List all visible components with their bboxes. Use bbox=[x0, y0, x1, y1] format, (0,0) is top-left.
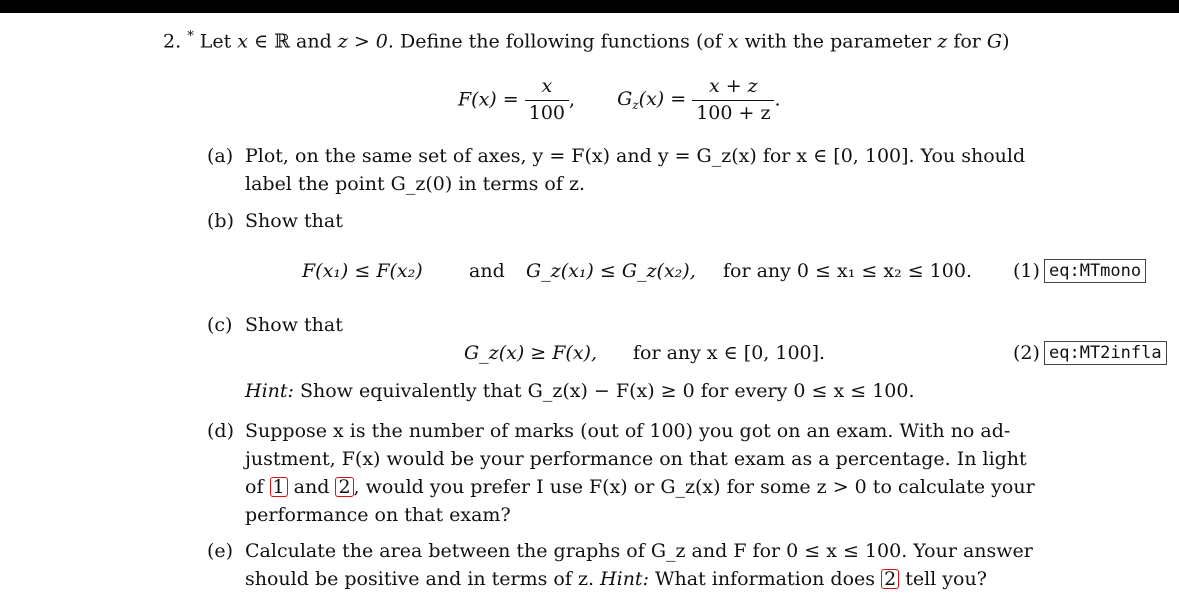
intro-with-param: with the parameter bbox=[744, 30, 932, 53]
part-e-hint-label: Hint: bbox=[600, 568, 649, 590]
part-b-eq-left: F(x₁) ≤ F(x₂) bbox=[302, 260, 423, 282]
eq2-tag: eq:MT2infla bbox=[1040, 341, 1167, 365]
intro-for: for bbox=[953, 30, 981, 53]
intro-and: and bbox=[296, 30, 332, 53]
intro-define: Define the following functions (of bbox=[399, 30, 722, 53]
part-c-hint bbox=[245, 381, 915, 403]
part-e-line2: should be positive and in terms of z. Hint: What information does 2 tell you? bbox=[245, 568, 987, 590]
part-c-label: (c) bbox=[207, 314, 233, 336]
eq2-number: (2) bbox=[1013, 342, 1040, 364]
f-lhs: F(x) = bbox=[458, 88, 519, 111]
f-numerator: x bbox=[541, 75, 553, 97]
def-comma: , bbox=[569, 88, 576, 111]
def-period: . bbox=[774, 88, 781, 111]
intro-x: x bbox=[237, 30, 248, 53]
intro-let: Let bbox=[199, 30, 232, 53]
part-d-line1: Suppose x is the number of marks (out of 100) you got on an exam. With no ad- bbox=[245, 420, 1011, 442]
ref-eq2-link[interactable]: 2 bbox=[335, 477, 353, 497]
intro-x-2: x bbox=[727, 30, 739, 53]
part-b-text: Show that bbox=[245, 210, 343, 232]
g-denominator: 100 + z bbox=[692, 100, 774, 125]
f-denominator: 100 bbox=[525, 100, 569, 125]
ref-eq2-link-e[interactable]: 2 bbox=[881, 569, 899, 589]
intro-in-r: ∈ ℝ bbox=[254, 30, 290, 53]
g-fraction bbox=[692, 76, 774, 125]
intro-z-pos: z > 0. bbox=[337, 30, 394, 53]
part-c-hint-text: Show equivalently that G_z(x) − F(x) ≥ 0 for every 0 ≤ x ≤ 100. bbox=[299, 380, 915, 402]
part-b-eq-and: and bbox=[469, 260, 505, 282]
eq1-tag: eq:MTmono bbox=[1040, 259, 1146, 283]
part-a-line1: Plot, on the same set of axes, y = F(x) and y = G_z(x) for x ∈ [0, 100]. You should bbox=[245, 145, 1026, 167]
part-b-eq-right: G_z(x₁) ≤ G_z(x₂), bbox=[526, 260, 696, 282]
part-d-line2: justment, F(x) would be your performance on that exam as a percentage. In light bbox=[245, 448, 1027, 470]
f-fraction bbox=[525, 76, 569, 125]
problem-header: 2. * Let x ∈ ℝ and z > 0. Define the following functions (of x with the parameter z for G) bbox=[163, 29, 1010, 53]
part-d-label: (d) bbox=[207, 420, 234, 442]
definitions-display bbox=[458, 76, 781, 125]
part-e-label: (e) bbox=[207, 540, 234, 562]
intro-g: G bbox=[986, 30, 1003, 53]
part-a-line2: label the point G_z(0) in terms of z. bbox=[245, 173, 585, 195]
part-d-line4: performance on that exam? bbox=[245, 504, 511, 526]
part-c-text: Show that bbox=[245, 314, 343, 336]
part-c-eq-cond: for any x ∈ [0, 100]. bbox=[633, 342, 826, 364]
ref-eq1-link[interactable]: 1 bbox=[270, 477, 288, 497]
part-b-label: (b) bbox=[207, 210, 234, 232]
g-numerator: x + z bbox=[708, 75, 758, 97]
part-e-line1: Calculate the area between the graphs of G_z and F for 0 ≤ x ≤ 100. Your answer bbox=[245, 540, 1033, 562]
part-a-label: (a) bbox=[207, 145, 234, 167]
part-d-line3: of 1 and 2 , would you prefer I use F(x) or G_z(x) for some z > 0 to calculate your bbox=[245, 476, 1035, 498]
eq1-number: (1) bbox=[1013, 260, 1040, 282]
part-b-eq-cond: for any 0 ≤ x₁ ≤ x₂ ≤ 100. bbox=[723, 260, 972, 282]
part-c-eq-left: G_z(x) ≥ F(x), bbox=[464, 342, 597, 364]
problem-star: * bbox=[187, 29, 194, 44]
problem-number: 2. bbox=[163, 30, 182, 53]
part-c-hint-label: Hint: bbox=[245, 380, 294, 402]
intro-close: ) bbox=[1002, 30, 1010, 53]
top-black-bar bbox=[0, 0, 1179, 13]
g-lhs: $G_z(x)$ = bbox=[617, 88, 687, 113]
